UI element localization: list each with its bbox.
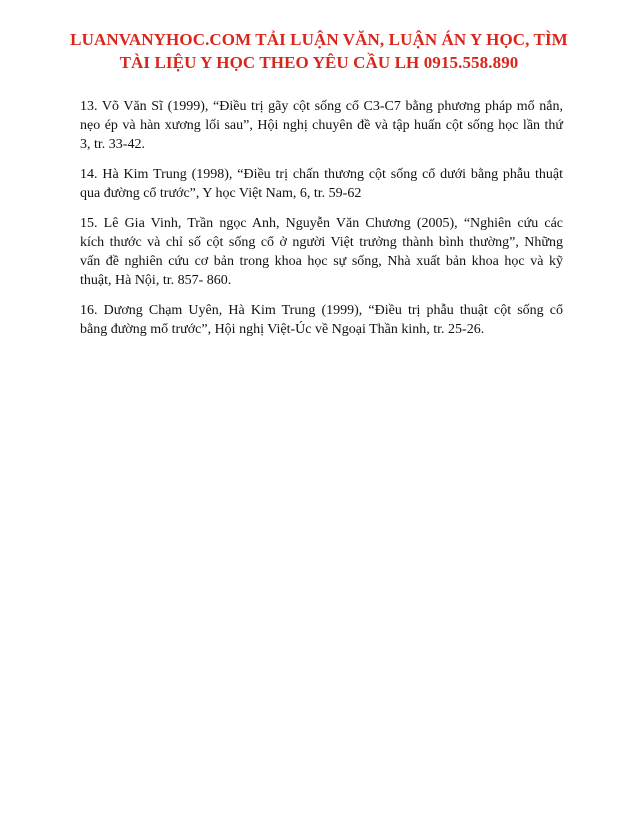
- reference-item-15: [80, 214, 563, 290]
- reference-line: kích thước và chỉ số cột sống cổ ở người Việt trưởng thành bình thường”, Những: [80, 235, 563, 250]
- reference-line: nẹo ép và hàn xương lối sau”, Hội nghị chuyên đề và tập huấn cột sống học lần thứ: [80, 118, 563, 133]
- reference-item-14: [80, 165, 563, 203]
- reference-line: vấn đề nghiên cứu cơ bản trong khoa học sự sống, Nhà xuất bản khoa học và kỹ: [80, 254, 563, 269]
- reference-line: 3, tr. 33-42.: [80, 137, 145, 152]
- reference-line: 16. Dương Chạm Uyên, Hà Kim Trung (1999), “Điều trị phẫu thuật cột sống cổ: [80, 303, 563, 318]
- reference-line: bằng đường mổ trước”, Hội nghị Việt-Úc về Ngoại Thần kinh, tr. 25-26.: [80, 322, 485, 337]
- reference-line: 13. Võ Văn Sĩ (1999), “Điều trị gãy cột sống cổ C3-C7 bằng phương pháp mổ nắn,: [80, 99, 563, 114]
- reference-item-16: [80, 301, 563, 339]
- header-line-1: LUANVANYHOC.COM TẢI LUẬN VĂN, LUẬN ÁN Y HỌC, TÌM: [70, 30, 568, 49]
- reference-line: 14. Hà Kim Trung (1998), “Điều trị chấn thương cột sống cổ dưới bằng phẫu thuật: [80, 167, 563, 182]
- header-line-2: TÀI LIỆU Y HỌC THEO YÊU CẦU LH 0915.558.890: [119, 53, 519, 72]
- reference-line: thuật, Hà Nội, tr. 857- 860.: [80, 273, 232, 288]
- reference-line: qua đường cổ trước”, Y học Việt Nam, 6, tr. 59-62: [80, 186, 362, 201]
- reference-list: [80, 97, 563, 350]
- reference-item-13: [80, 97, 563, 154]
- page-header: [56, 28, 582, 74]
- reference-line: 15. Lê Gia Vinh, Trần ngọc Anh, Nguyễn Văn Chương (2005), “Nghiên cứu các: [80, 216, 563, 231]
